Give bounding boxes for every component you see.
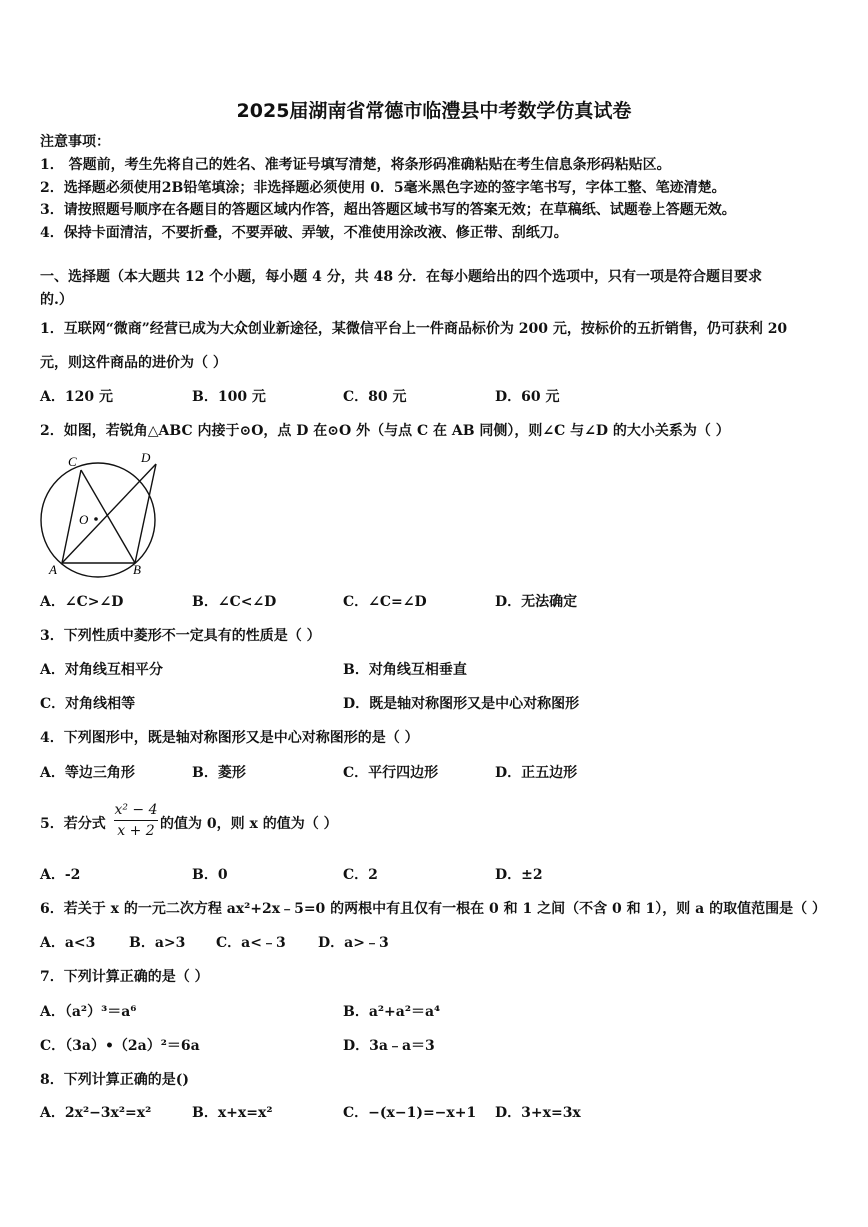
q6-stem: 6．若关于 x 的一元二次方程 ax²+2x﹣5=0 的两根中有且仅有一根在 0 和 1 之间（不含 0 和 1），则 a 的取值范围是（ ） (40, 901, 826, 917)
page-title: 2025届湖南省常德市临澧县中考数学仿真试卷 (236, 100, 632, 122)
section-heading-line2: 的.） (40, 292, 73, 308)
q8-option-d: D．3+x=3x (495, 1105, 581, 1121)
q4-option-a: A．等边三角形 (40, 765, 135, 781)
q1-option-d: D．60 元 (495, 389, 560, 405)
notice-item-4: 4．保持卡面清洁，不要折叠，不要弄破、弄皱，不准使用涂改液、修正带、刮纸刀。 (40, 225, 568, 241)
q3-option-c: C．对角线相等 (40, 696, 136, 712)
label-d: D (141, 450, 151, 465)
q6-option-a: A．a<3 (40, 935, 96, 951)
q7-option-d: D．3a﹣a＝3 (343, 1038, 435, 1054)
q3-option-b: B．对角线互相垂直 (343, 662, 467, 678)
q5-fraction (114, 802, 158, 839)
q8-option-c: C．−(x−1)=−x+1 (343, 1105, 477, 1121)
circle-figure (38, 446, 166, 580)
q2-option-b: B．∠C<∠D (192, 594, 277, 610)
q1-stem-line1: 1．互联网“微商”经营已成为大众创业新途径，某微信平台上一件商品标价为 200 元，按标价的五折销售，仍可获利 20 (40, 321, 788, 337)
q4-option-b: B．菱形 (192, 765, 246, 781)
label-b: B (133, 562, 141, 577)
q5-denominator: x + 2 (117, 823, 155, 839)
q5-stem-prefix: 5．若分式 (40, 816, 106, 832)
q5-option-d: D．±2 (495, 867, 543, 883)
q1-option-c: C．80 元 (343, 389, 407, 405)
segment-ad (62, 464, 156, 563)
q8-option-b: B．x+x=x² (192, 1105, 273, 1121)
q1-option-b: B．100 元 (192, 389, 266, 405)
q4-stem: 4．下列图形中，既是轴对称图形又是中心对称图形的是（ ） (40, 730, 419, 746)
q5-numerator: x² − 4 (114, 802, 158, 821)
q2-option-c: C．∠C=∠D (343, 594, 427, 610)
q2-option-d: D．无法确定 (495, 594, 578, 610)
notice-item-2: 2．选择题必须使用2B铅笔填涂；非选择题必须使用 0．5毫米黑色字迹的签字笔书写，字体工整、笔迹清楚。 (40, 180, 726, 196)
q4-option-d: D．正五边形 (495, 765, 578, 781)
q8-option-a: A．2x²−3x²=x² (40, 1105, 152, 1121)
q3-option-d: D．既是轴对称图形又是中心对称图形 (343, 696, 580, 712)
q3-option-a: A．对角线互相平分 (40, 662, 163, 678)
notice-heading: 注意事项： (40, 134, 110, 150)
q2-stem: 2．如图，若锐角△ABC 内接于⊙O，点 D 在⊙O 外（与点 C 在 AB 同侧），则∠C 与∠D 的大小关系为（ ） (40, 423, 730, 439)
q5-option-a: A．-2 (40, 867, 81, 883)
notice-item-3: 3．请按照题号顺序在各题目的答题区域内作答，超出答题区域书写的答案无效；在草稿纸、试题卷上答题无效。 (40, 202, 736, 218)
q1-option-a: A．120 元 (40, 389, 113, 405)
q7-option-a: A．（a²）³＝a⁶ (40, 1004, 137, 1020)
q1-stem-line2: 元，则这件商品的进价为（ ） (40, 355, 227, 371)
label-c: C (68, 454, 77, 469)
center-point (94, 517, 98, 521)
q5-stem-suffix: 的值为 0，则 x 的值为（ ） (160, 816, 338, 832)
q4-option-c: C．平行四边形 (343, 765, 439, 781)
section-heading-line1: 一、选择题（本大题共 12 个小题，每小题 4 分，共 48 分．在每小题给出的四个选项中，只有一项是符合题目要求 (40, 269, 762, 285)
q5-option-b: B．0 (192, 867, 228, 883)
q7-stem: 7．下列计算正确的是（ ） (40, 969, 209, 985)
label-o: O (79, 512, 89, 527)
label-a: A (49, 562, 57, 577)
circle-o (41, 463, 155, 577)
q8-stem: 8．下列计算正确的是() (40, 1072, 189, 1088)
q6-option-b: B．a>3 (129, 935, 186, 951)
q3-stem: 3．下列性质中菱形不一定具有的性质是（ ） (40, 628, 321, 644)
q7-option-c: C．（3a）•（2a）²＝6a (40, 1038, 200, 1054)
q2-option-a: A．∠C>∠D (40, 594, 124, 610)
segment-cb (81, 470, 135, 563)
notice-item-1: 1． 答题前，考生先将自己的姓名、准考证号填写清楚，将条形码准确粘贴在考生信息条形码粘贴区。 (40, 157, 671, 173)
q6-option-d: D．a>﹣3 (318, 935, 389, 951)
q5-option-c: C．2 (343, 867, 378, 883)
q7-option-b: B．a²+a²＝a⁴ (343, 1004, 441, 1020)
q6-option-c: C．a<﹣3 (216, 935, 286, 951)
